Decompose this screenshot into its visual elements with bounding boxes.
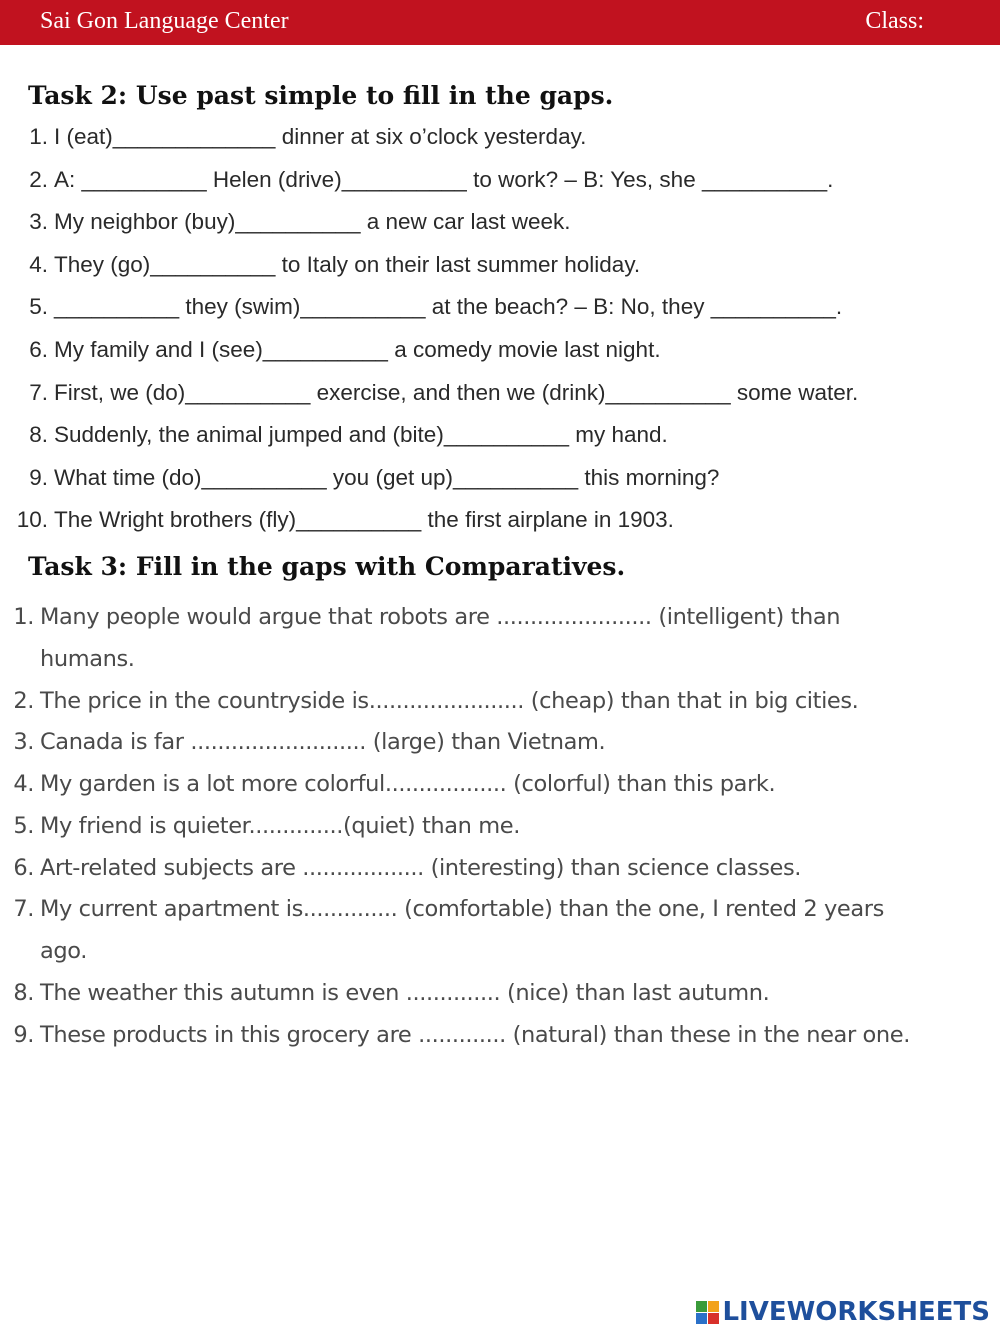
item-text: The price in the countryside is....................... (cheap) than that in big cities.: [40, 688, 859, 714]
item-number: 10.: [16, 507, 48, 532]
item-number: 1.: [29, 124, 48, 149]
item-text: Canada is far .......................... (large) than Vietnam.: [40, 729, 606, 755]
item-number: 7.: [13, 896, 34, 922]
logo-block: [696, 1313, 707, 1324]
logo-blocks-icon: [696, 1301, 719, 1324]
class-label: Class:: [865, 8, 924, 34]
item-number: 8.: [29, 422, 48, 447]
item-number: 8.: [13, 980, 34, 1006]
logo-text: LIVEWORKSHEETS: [722, 1297, 990, 1327]
item-text: I (eat)_____________ dinner at six o’clock yesterday.: [54, 124, 587, 149]
item-number: 3.: [13, 729, 34, 755]
item-text: __________ they (swim)__________ at the beach? – B: No, they __________.: [54, 294, 843, 319]
item-text: My family and I (see)__________ a comedy movie last night.: [54, 337, 661, 362]
item-number: 5.: [29, 294, 48, 319]
item-number: 7.: [29, 380, 48, 405]
task2-title: Task 2: Use past simple to fill in the gaps.: [28, 81, 614, 110]
item-number: 9.: [29, 465, 48, 490]
item-text-continued: ago.: [40, 938, 87, 964]
item-text-continued: humans.: [40, 646, 135, 672]
item-text: My current apartment is.............. (comfortable) than the one, I rented 2 years: [40, 896, 884, 922]
item-text: My garden is a lot more colorful.................. (colorful) than this park.: [40, 771, 776, 797]
item-text: The weather this autumn is even .............. (nice) than last autumn.: [40, 980, 770, 1006]
center-name: Sai Gon Language Center: [40, 8, 289, 34]
item-text: My friend is quieter..............(quiet) than me.: [40, 813, 520, 839]
item-text: My neighbor (buy)__________ a new car last week.: [54, 209, 571, 234]
item-text: These products in this grocery are ............. (natural) than these in the near one.: [40, 1022, 910, 1048]
item-text: They (go)__________ to Italy on their last summer holiday.: [54, 252, 641, 277]
item-text: Art-related subjects are .................. (interesting) than science classes.: [40, 855, 802, 881]
item-number: 4.: [13, 771, 34, 797]
item-number: 5.: [13, 813, 34, 839]
top-banner: [0, 0, 1000, 45]
item-number: 6.: [29, 337, 48, 362]
item-text: What time (do)__________ you (get up)__________ this morning?: [54, 465, 720, 490]
task3-title: Task 3: Fill in the gaps with Comparatives.: [28, 552, 626, 581]
item-number: 9.: [13, 1022, 34, 1048]
item-number: 2.: [29, 167, 48, 192]
item-number: 2.: [13, 688, 34, 714]
item-number: 6.: [13, 855, 34, 881]
logo-block: [708, 1301, 719, 1312]
item-text: The Wright brothers (fly)__________ the first airplane in 1903.: [54, 507, 674, 532]
logo-block: [696, 1301, 707, 1312]
item-number: 1.: [13, 604, 34, 630]
logo-block: [708, 1313, 719, 1324]
item-text: A: __________ Helen (drive)__________ to work? – B: Yes, she __________.: [54, 167, 834, 192]
item-text: Many people would argue that robots are ....................... (intelligent) than: [40, 604, 841, 630]
item-text: First, we (do)__________ exercise, and then we (drink)__________ some water.: [54, 380, 859, 405]
item-number: 4.: [29, 252, 48, 277]
liveworksheets-logo: [696, 1296, 990, 1328]
item-text: Suddenly, the animal jumped and (bite)__________ my hand.: [54, 422, 668, 447]
item-number: 3.: [29, 209, 48, 234]
